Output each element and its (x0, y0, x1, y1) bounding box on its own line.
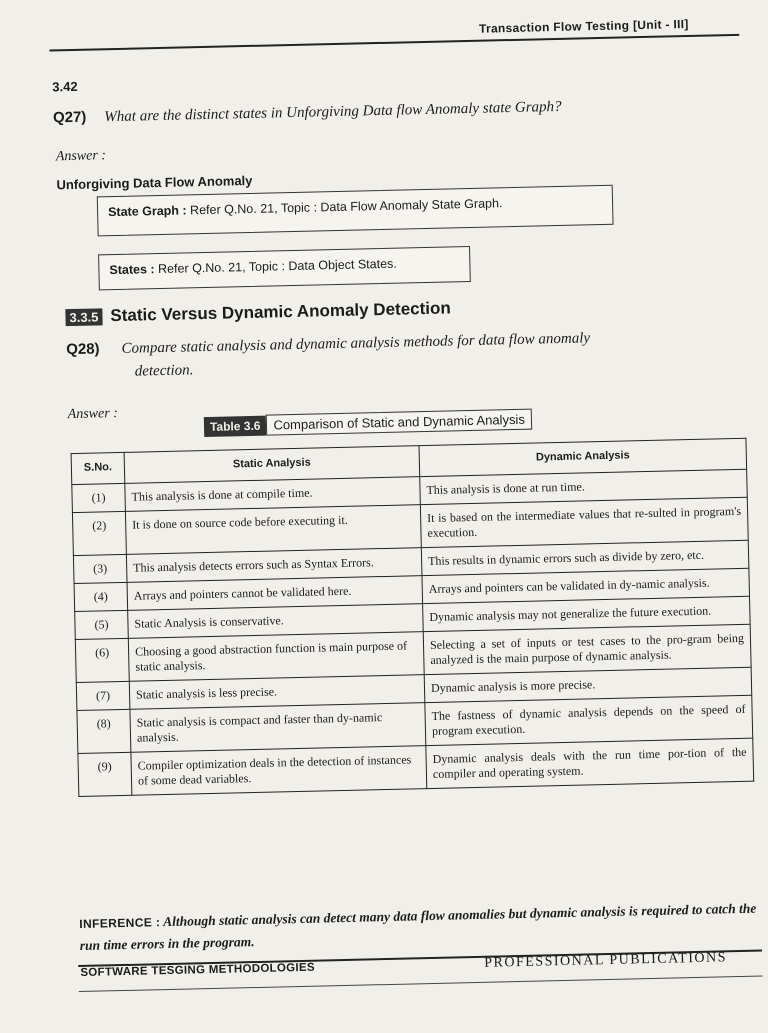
row-sno: (4) (74, 582, 128, 611)
inference-label: INFERENCE : (79, 915, 161, 932)
footer-rule-bottom (79, 976, 763, 993)
q27-subheading: Unforgiving Data Flow Anomaly (56, 172, 253, 193)
row-sno: (2) (72, 511, 126, 555)
header-static: Static Analysis (124, 446, 420, 483)
table-caption-number: Table 3.6 (204, 416, 267, 437)
row-dynamic: Dynamic analysis may not generalize the future execution. (423, 596, 751, 631)
row-sno: (6) (75, 638, 129, 682)
running-header: Transaction Flow Testing [Unit - III] (478, 16, 689, 36)
states-text: Refer Q.No. 21, Topic : Data Object States. (157, 256, 397, 277)
row-static: This analysis is done at compile time. (125, 476, 421, 511)
state-graph-box (97, 185, 614, 237)
footer-left: SOFTWARE TESGING METHODOLOGIES (80, 961, 316, 980)
row-dynamic: The fastness of dynamic analysis depends on the speed of program execution. (425, 695, 753, 745)
row-sno: (7) (76, 681, 130, 710)
row-static: Arrays and pointers cannot be validated here. (127, 575, 423, 610)
header-sno: S.No. (71, 452, 125, 484)
row-sno: (1) (72, 483, 126, 512)
states-label: States : (109, 262, 155, 278)
section-heading (65, 298, 451, 327)
row-static: Choosing a good abstraction function is main purpose of static analysis. (128, 631, 424, 681)
row-dynamic: Dynamic analysis deals with the run time por-tion of the compiler and operating system. (426, 738, 754, 788)
row-static: Static Analysis is conservative. (128, 603, 424, 638)
row-static: Static analysis is compact and faster than dy-namic analysis. (130, 702, 426, 752)
state-graph-text: Refer Q.No. 21, Topic : Data Flow Anomaly State Graph. (189, 196, 503, 218)
q28-question-line2: detection. (134, 362, 194, 380)
q27-block (53, 94, 743, 128)
row-sno: (9) (78, 752, 132, 796)
inference-text: Although static analysis can detect many data flow anomalies but dynamic analysis is required to catch the run time errors in the program. (79, 900, 757, 953)
q28-label: Q28) (66, 340, 100, 359)
row-sno: (5) (75, 610, 129, 639)
row-dynamic: This results in dynamic errors such as divide by zero, etc. (421, 540, 749, 575)
table-caption-text: Comparison of Static and Dynamic Analysis (266, 409, 532, 436)
q28-question-line1: Compare static analysis and dynamic analysis methods for data flow anomaly (121, 330, 591, 357)
row-static: Compiler optimization deals in the detection of instances of some dead variables. (131, 745, 427, 795)
row-dynamic: Dynamic analysis is more precise. (424, 667, 752, 702)
table-caption (204, 411, 532, 436)
page-number: 3.42 (52, 78, 78, 95)
row-dynamic: It is based on the intermediate values that re-sulted in program's execution. (420, 497, 748, 547)
state-graph-label: State Graph : (107, 203, 187, 220)
row-sno: (3) (73, 554, 127, 583)
header-dynamic: Dynamic Analysis (419, 438, 747, 476)
inference-note (79, 898, 760, 957)
q28-answer-label: Answer : (67, 406, 119, 423)
section-number: 3.3.5 (65, 308, 102, 326)
header-rule (49, 34, 739, 52)
row-dynamic: Arrays and pointers can be validated in dy-namic analysis. (422, 568, 750, 603)
q28-block (66, 326, 746, 359)
section-title: Static Versus Dynamic Anomaly Detection (110, 298, 451, 326)
q27-answer-label: Answer : (55, 148, 107, 165)
footer-right: PROFESSIONAL PUBLICATIONS (484, 950, 728, 971)
q27-label: Q27) (52, 108, 87, 127)
row-static: It is done on source code before executing it. (125, 504, 421, 554)
row-sno: (8) (77, 709, 131, 753)
states-box (98, 246, 471, 290)
comparison-table (71, 438, 755, 797)
q27-question: What are the distinct states in Unforgiving Data flow Anomaly state Graph? (104, 98, 562, 126)
row-dynamic: This analysis is done at run time. (420, 469, 748, 504)
row-static: Static analysis is less precise. (129, 674, 425, 709)
row-dynamic: Selecting a set of inputs or test cases to the pro-gram being analyzed is the main purpose of dynamic analysis. (423, 624, 751, 674)
row-static: This analysis detects errors such as Syntax Errors. (126, 547, 422, 582)
